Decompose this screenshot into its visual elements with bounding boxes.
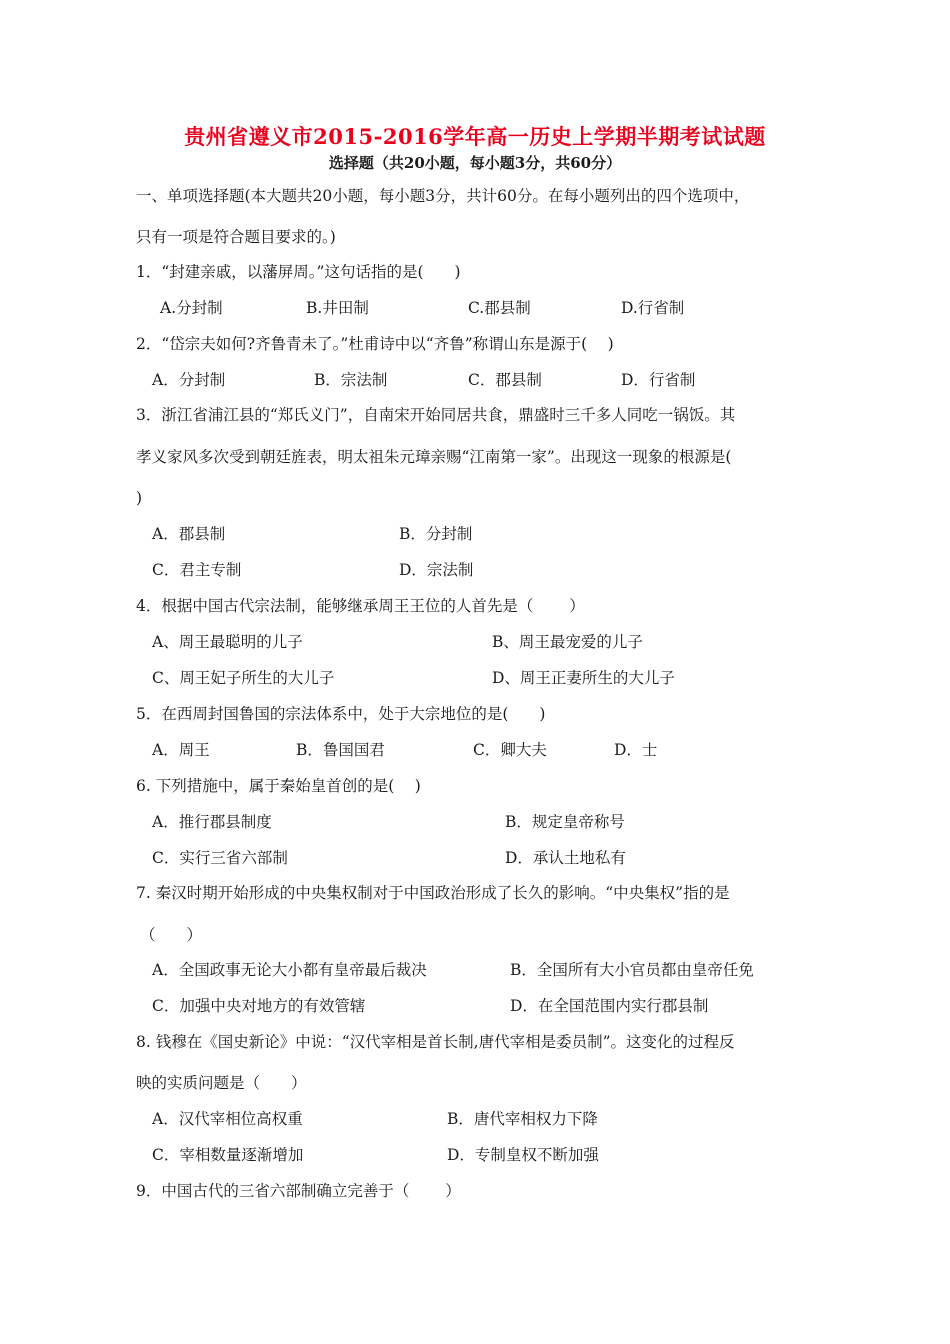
question-option: C．君主专制 bbox=[152, 561, 242, 579]
question-option: C.郡县制 bbox=[468, 299, 531, 317]
question-option: A．推行郡县制度 bbox=[152, 813, 272, 831]
question-option: D．行省制 bbox=[621, 371, 696, 389]
question-option: A．分封制 bbox=[152, 371, 226, 389]
question-option: C、周王妃子所生的大儿子 bbox=[152, 669, 335, 687]
question-option: C．郡县制 bbox=[468, 371, 542, 389]
question-option: B.井田制 bbox=[306, 299, 369, 317]
page-subtitle: 选择题（共20小题，每小题3分，共60分） bbox=[328, 154, 622, 172]
page-title: 贵州省遵义市2015-2016学年高一历史上学期半期考试试题 bbox=[184, 124, 766, 149]
question-stem: 孝义家风多次受到朝廷旌表，明太祖朱元璋亲赐“江南第一家”。出现这一现象的根源是( bbox=[136, 448, 732, 466]
question-option: D．在全国范围内实行郡县制 bbox=[510, 997, 709, 1015]
question-option: D、周王正妻所生的大儿子 bbox=[492, 669, 675, 687]
question-stem: 4．根据中国古代宗法制，能够继承周王王位的人首先是（ ） bbox=[136, 597, 585, 615]
question-option: B、周王最宠爱的儿子 bbox=[492, 633, 643, 651]
question-option: D．宗法制 bbox=[399, 561, 474, 579]
question-option: B．唐代宰相权力下降 bbox=[447, 1110, 598, 1128]
question-option: A．郡县制 bbox=[152, 525, 226, 543]
question-option: C．宰相数量逐渐增加 bbox=[152, 1146, 304, 1164]
question-stem: （ ） bbox=[140, 926, 203, 944]
question-stem: 7. 秦汉时期开始形成的中央集权制对于中国政治形成了长久的影响。“中央集权”指的是 bbox=[136, 884, 730, 902]
question-option: B．鲁国国君 bbox=[296, 741, 385, 759]
question-option: A．周王 bbox=[152, 741, 210, 759]
instruction-line: 一、单项选择题(本大题共20小题，每小题3分，共计60分。在每小题列出的四个选项中， bbox=[136, 187, 750, 205]
question-stem: ) bbox=[136, 489, 143, 507]
question-option: B．分封制 bbox=[399, 525, 473, 543]
question-stem: 1．“封建亲戚，以藩屏周。”这句话指的是( ) bbox=[136, 263, 461, 281]
question-option: D．专制皇权不断加强 bbox=[447, 1146, 599, 1164]
question-option: A．全国政事无论大小都有皇帝最后裁决 bbox=[152, 961, 427, 979]
question-stem: 3．浙江省浦江县的“郑氏义门”，自南宋开始同居共食，鼎盛时三千多人同吃一锅饭。其 bbox=[136, 406, 736, 424]
question-option: D．承认土地私有 bbox=[505, 849, 626, 867]
question-option: C．实行三省六部制 bbox=[152, 849, 288, 867]
question-option: B．规定皇帝称号 bbox=[505, 813, 625, 831]
question-option: A、周王最聪明的儿子 bbox=[152, 633, 303, 651]
question-option: A．汉代宰相位高权重 bbox=[152, 1110, 303, 1128]
question-stem: 5．在西周封国鲁国的宗法体系中，处于大宗地位的是( ) bbox=[136, 705, 546, 723]
question-option: B．宗法制 bbox=[314, 371, 388, 389]
question-stem: 8. 钱穆在《国史新论》中说：“汉代宰相是首长制,唐代宰相是委员制”。这变化的过程反 bbox=[136, 1033, 735, 1051]
question-stem: 9．中国古代的三省六部制确立完善于（ ） bbox=[136, 1182, 461, 1200]
question-option: C．卿大夫 bbox=[473, 741, 547, 759]
question-stem: 映的实质问题是（ ） bbox=[136, 1074, 307, 1092]
question-option: A.分封制 bbox=[160, 299, 223, 317]
question-option: D．士 bbox=[614, 741, 658, 759]
instruction-line: 只有一项是符合题目要求的。) bbox=[136, 228, 336, 246]
question-option: D.行省制 bbox=[621, 299, 685, 317]
question-stem: 2．“岱宗夫如何?齐鲁青未了。”杜甫诗中以“齐鲁”称谓山东是源于( ) bbox=[136, 335, 614, 353]
question-option: B．全国所有大小官员都由皇帝任免 bbox=[510, 961, 754, 979]
question-stem: 6. 下列措施中，属于秦始皇首创的是( ) bbox=[136, 777, 421, 795]
question-option: C．加强中央对地方的有效管辖 bbox=[152, 997, 366, 1015]
